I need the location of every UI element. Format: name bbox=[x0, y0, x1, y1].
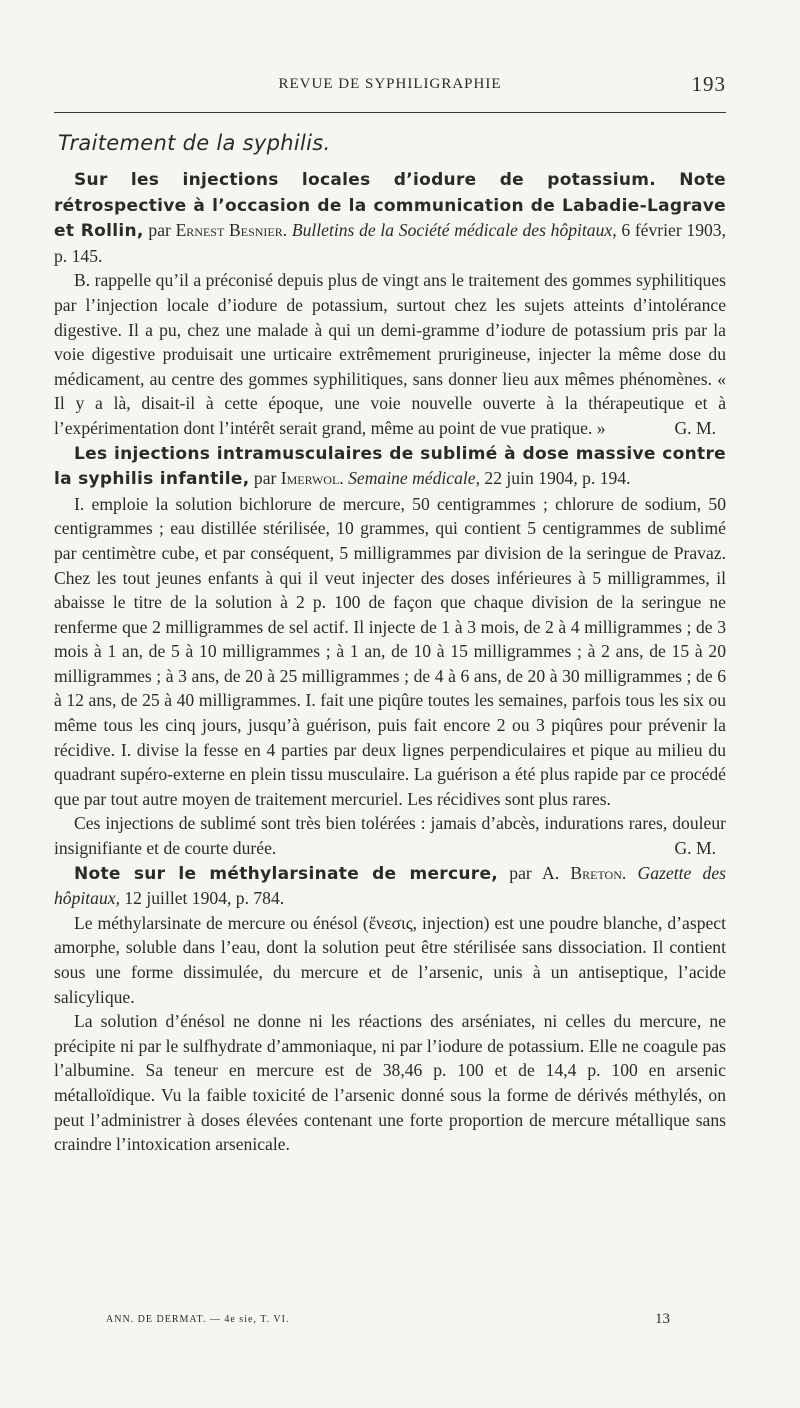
running-head bbox=[54, 72, 726, 102]
article-journal: Semaine médicale, bbox=[348, 468, 480, 489]
article-title: Sur les injections locales d’iodure de potassium. Note rétrospective à l’occasion de la communication de Labadie-Lagrave et Rollin, bbox=[54, 170, 726, 242]
article-3-heading bbox=[54, 861, 726, 911]
article-paragraph: La solution d’énésol ne donne ni les réactions des arséniates, ni celles du mercure, ne précipite ni par le sulfhydrate d’ammoniaque, ni par l’iodure de potassium. Elle ne coagule pas l’albumine. Sa teneur en mercure est de 38,46 p. 100 et de 14,4 p. 100 en arsenic métalloïdique. Vu la faible toxicité de l’arsenic donné sous la forme de dérivés méthylés, on peut l’administrer à doses élevées contenant une forte proportion de mercure métallique sans craindre l’intoxication arsenicale. bbox=[54, 1011, 726, 1155]
article-author: Imerwol. bbox=[280, 468, 344, 489]
article-1-heading bbox=[54, 167, 726, 268]
article-by: par A. bbox=[509, 862, 560, 883]
article-title: Note sur le méthylarsinate de mercure, bbox=[74, 863, 499, 884]
article-by: par bbox=[148, 220, 171, 241]
page bbox=[54, 72, 726, 1157]
footer-citation: ANN. DE DERMAT. — 4e sie, T. VI. bbox=[106, 1314, 290, 1325]
article-date: 6 février 1903, p. 145. bbox=[54, 220, 726, 266]
signature: G. M. bbox=[674, 838, 716, 859]
article-date: 12 juillet 1904, p. 784. bbox=[124, 888, 285, 909]
article-date: 22 juin 1904, p. 194. bbox=[484, 468, 631, 489]
journal-title: REVUE DE SYPHILIGRAPHIE bbox=[278, 76, 502, 92]
signature: G. M. bbox=[674, 417, 716, 438]
signature-mark: 13 bbox=[655, 1311, 670, 1327]
article-paragraph: Ces injections de sublimé sont très bien tolérées : jamais d’abcès, indurations rares, douleur insignifiante et de courte durée. G. M. bbox=[54, 811, 726, 860]
page-number: 193 bbox=[691, 72, 726, 96]
article-paragraph: Le méthylarsinate de mercure ou énésol (ἔνεσις, injection) est une poudre blanche, d’aspect amorphe, soluble dans l’eau, dont la solution peut être stérilisée sans dissociation. Il contient sous une forme dissimulée, du mercure et de l’arsenic, unis à un antiseptique, l’acide salicylique. bbox=[54, 912, 726, 1007]
article-paragraph: I. emploie la solution bichlorure de mercure, 50 centigrammes ; chlorure de sodium, 50 centigrammes ; eau distillée stérilisée, 10 grammes, qui contient 5 centigrammes de sublimé par centimètre cube, et par conséquent, 5 milligrammes par division de la seringue de Pravaz. Chez les tout jeunes enfants à qui il veut injecter des doses inférieures à 5 milligrammes, il abaisse le titre de la solution à 2 p. 100 de façon que chaque division de la seringue ne renferme que 2 milligrammes de sel actif. Il injecte de 1 à 3 mois, de 2 à 4 milligrammes ; de 3 mois à 1 an, de 5 à 10 milligrammes ; à 1 an, de 10 à 15 milligrammes ; à 2 ans, de 15 à 20 milligrammes ; à 3 ans, de 20 à 25 milligrammes ; de 4 à 6 ans, de 20 à 30 milligrammes ; de 6 à 12 ans, de 25 à 40 milligrammes. I. fait une piqûre toutes les semaines, parfois tous les six ou même tous les cinq jours, jusqu’à guérison, puis fait encore 2 ou 3 piqûres pour prévenir la récidive. I. divise la fesse en 4 parties par deux lignes perpendiculaires et pique au milieu du quadrant supéro-externe en plein tissu musculaire. La guérison a été plus rapide par ce procédé que par tout autre moyen de traitement mercuriel. Les récidives sont plus rares. bbox=[54, 493, 726, 809]
article-journal: Bulletins de la Société médicale des hôpitaux, bbox=[291, 220, 617, 241]
article-paragraph: B. rappelle qu’il a préconisé depuis plus de vingt ans le traitement des gommes syphilitiques par l’injection locale d’iodure de potassium, surtout chez les sujets atteints d’intolérance digestive. Il a pu, chez une malade à qui un demi-gramme d’iodure de potassium pris par la voie digestive produisait une urticaire extrêmement prurigineuse, injecter la même dose du médicament, au centre des gommes syphilitiques, sans donner lieu aux mêmes phénomènes. « Il y a là, disait-il à cette époque, une voie nouvelle ouverte à la thérapeutique et à l’expérimentation dont l’intérêt serait grand, même au point de vue pratique. » G. M. bbox=[54, 268, 726, 440]
article-author: Ernest Besnier. bbox=[175, 220, 288, 241]
header-rule bbox=[54, 112, 726, 113]
article-by: par bbox=[253, 468, 277, 489]
article-journal: Gazette des hôpitaux, bbox=[54, 862, 726, 909]
article-author: Breton. bbox=[570, 862, 627, 883]
article-title: Les injections intramusculaires de sublimé à dose massive contre la syphilis infantile, bbox=[54, 443, 726, 490]
article-2-heading bbox=[54, 441, 726, 492]
section-title: Traitement de la syphilis. bbox=[58, 131, 331, 155]
